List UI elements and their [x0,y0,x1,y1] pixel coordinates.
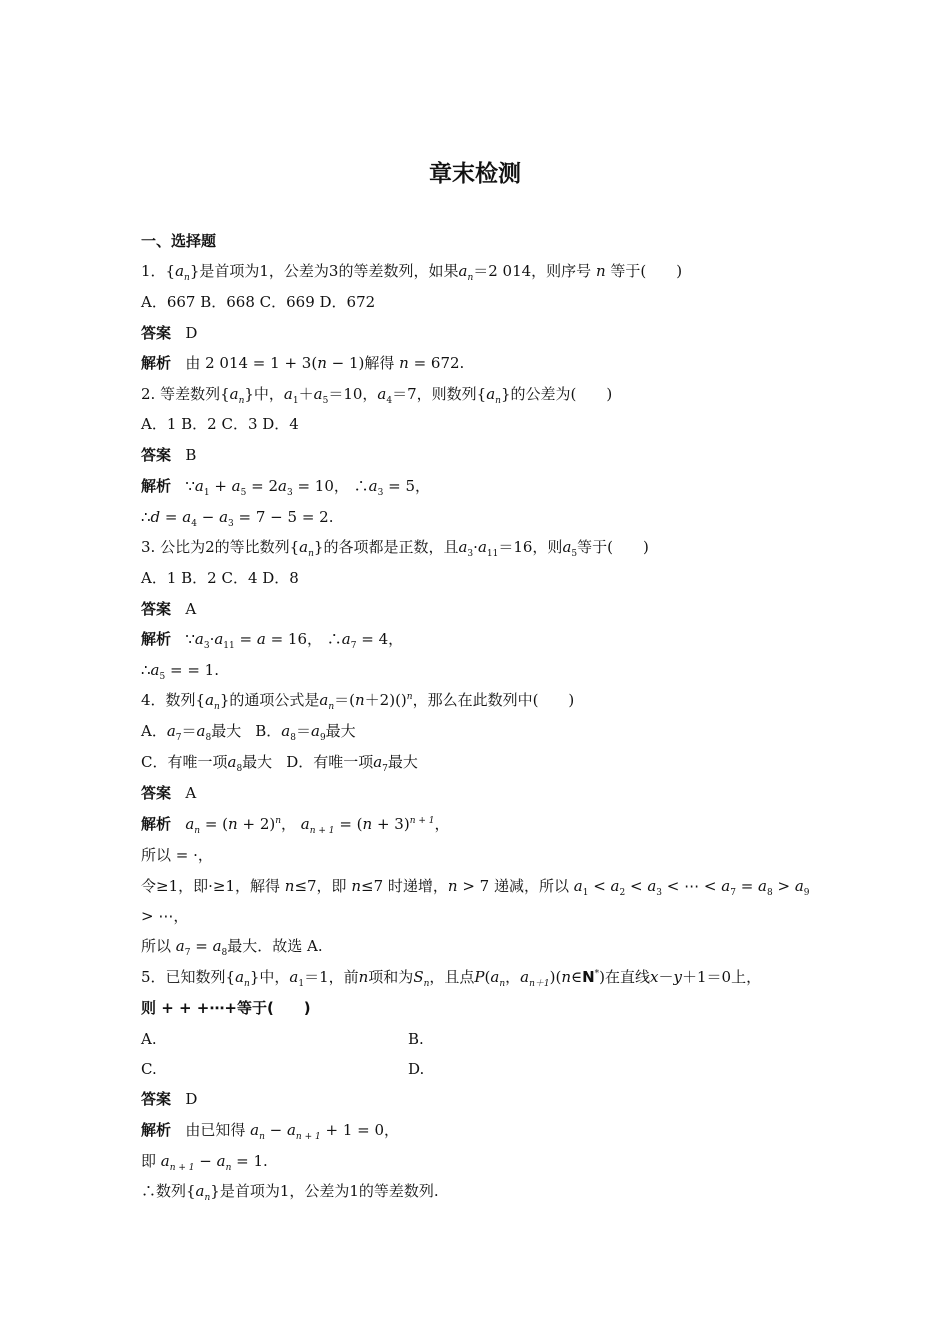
question-1-stem: 1．$\{a_n\}$是首项为1，公差为3的等差数列，如果$a_n=2$ 014，则序号 n 等于( ) [141,262,683,283]
page-title: 章末检测 [429,161,521,187]
question-4-answer: 答案 A [141,784,197,802]
question-3-stem: 3. 公比为2的等比数列$\{a_n\}$的各项都是正数，且$a_3\cdot a_{11}=16$，则$a_5$等于( ) [141,538,649,559]
question-4-options-cd: C．有唯一项$a_8$最大 D．有唯一项$a_7$最大 [141,753,418,774]
question-5-option-a: A. [141,1030,157,1048]
question-5-analysis: 解析 由已知得 $a_n - a_{n + 1} + 1 = 0$， [141,1121,400,1142]
question-5-option-b: B. [408,1030,424,1048]
question-1-options: A．667 B．668 C．669 D．672 [141,293,376,311]
question-4-options-ab: A．$a_7=a_8$最大 B．$a_8=a_9$最大 [141,722,356,743]
question-4-analysis-5: 所以 $a_7 = a_8$最大．故选 A. [141,937,323,958]
question-1-analysis: 解析 由 2 014 = 1 + 3(n − 1)解得 n = 672. [141,354,465,372]
question-2-options: A．1 B．2 C．3 D．4 [141,415,299,433]
question-5-option-c: C. [141,1060,157,1078]
question-1-answer: 答案 D [141,324,198,342]
question-3-analysis-2: $\therefore a_5$ = = 1. [141,661,219,682]
question-4-analysis-3: 令≥1，即·≥1，解得 n≤7，即 n≤7 时递增，n > 7 递减，所以 $a_1 < a_2 < a_3$ < ⋯ < $a_7 = a_8 > a_9$ [141,877,810,898]
question-2-analysis-2: ∴d = $a_4 - a_3 = 7 - 5 = 2$. [141,508,334,529]
question-3-answer: 答案 A [141,600,197,618]
question-4-analysis-4: > ⋯， [141,907,189,925]
section-heading: 一、选择题 [141,232,217,250]
question-4-analysis-2: 所以 = ·， [141,846,213,864]
question-5-analysis-2: 即 $a_{n + 1} - a_n = 1$. [141,1152,268,1173]
question-3-analysis: 解析 $\because a_3\cdot a_{11} = a = 16$， $\therefore a_7 = 4$， [141,630,404,651]
question-4-stem: 4．数列$\{a_n\}$的通项公式是$a_n=(n+2)()^n$，那么在此数列中( ) [141,691,575,712]
question-5-stem-2: 则 + + +⋯+等于( ) [141,999,311,1017]
question-5-stem: 5．已知数列$\{a_n\}$中，$a_1=1$，前n项和为$S_n$，且点$P(a_n$，$a_{n+1})(n\in N^*)$在直线x－y＋1＝0上， [141,968,762,989]
question-5-answer: 答案 D [141,1090,198,1108]
question-2-stem: 2. 等差数列$\{a_n\}$中，$a_1+a_5=10$，$a_4=7$，则数列$\{a_n\}$的公差为( ) [141,385,613,406]
question-4-analysis: 解析 $a_n = (n + 2)^n$， $a_{n + 1} = (n + 3)^{n + 1}$， [141,815,450,836]
question-5-analysis-3: ∴数列$\{a_n\}$是首项为1，公差为1的等差数列. [141,1182,439,1203]
question-5-option-d: D. [408,1060,425,1078]
question-3-options: A．1 B．2 C．4 D．8 [141,569,299,587]
question-2-analysis: 解析 $\because a_1 + a_5 = 2a_3 = 10$， $\therefore a_3 = 5$， [141,477,431,498]
question-2-answer: 答案 B [141,446,197,464]
